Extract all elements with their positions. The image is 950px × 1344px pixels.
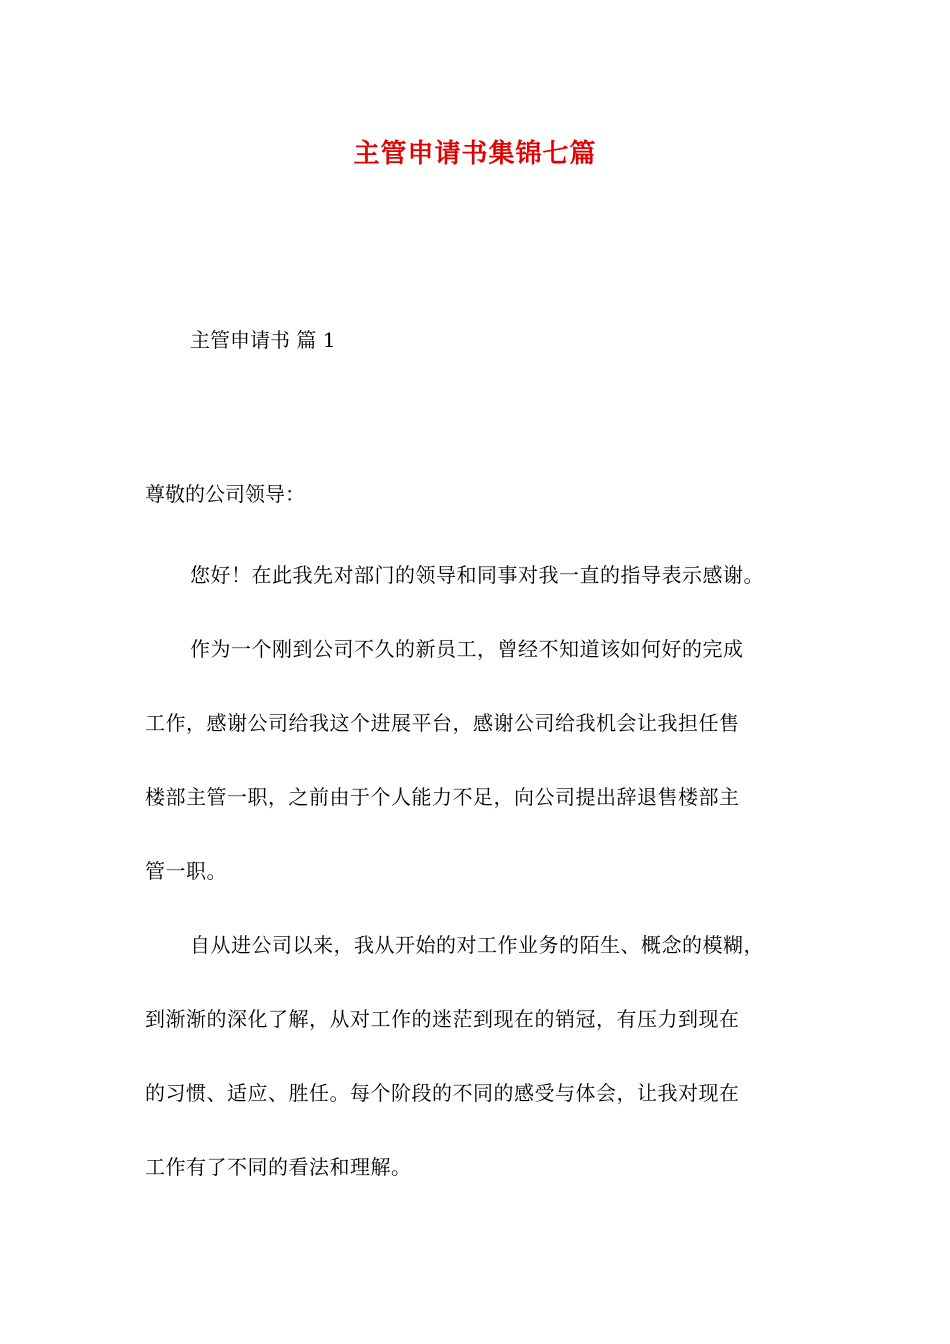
paragraph-line: 到渐渐的深化了解，从对工作的迷茫到现在的销冠，有压力到现在 (145, 1007, 740, 1031)
salutation: 尊敬的公司领导： (145, 482, 305, 506)
paragraph-line: 管一职。 (145, 859, 227, 883)
paragraph-line: 工作有了不同的看法和理解。 (145, 1155, 412, 1179)
paragraph-1 (145, 538, 825, 612)
paragraph-2 (145, 612, 825, 908)
paragraph-line: 工作，感谢公司给我这个进展平台，感谢公司给我机会让我担任售 (145, 711, 740, 735)
paragraph-3 (145, 908, 825, 1204)
paragraph-line: 您好！在此我先对部门的领导和同事对我一直的指导表示感谢。 (190, 563, 764, 587)
section-heading: 主管申请书 篇 1 (190, 328, 336, 352)
paragraph-line: 作为一个刚到公司不久的新员工，曾经不知道该如何好的完成 (190, 637, 744, 661)
document-body (145, 538, 825, 1204)
document-title: 主管申请书集锦七篇 (353, 139, 597, 169)
paragraph-line: 的习惯、适应、胜任。每个阶段的不同的感受与体会，让我对现在 (145, 1081, 740, 1105)
paragraph-line: 自从进公司以来，我从开始的对工作业务的陌生、概念的模糊， (190, 933, 764, 957)
paragraph-line: 楼部主管一职，之前由于个人能力不足，向公司提出辞退售楼部主 (145, 785, 740, 809)
